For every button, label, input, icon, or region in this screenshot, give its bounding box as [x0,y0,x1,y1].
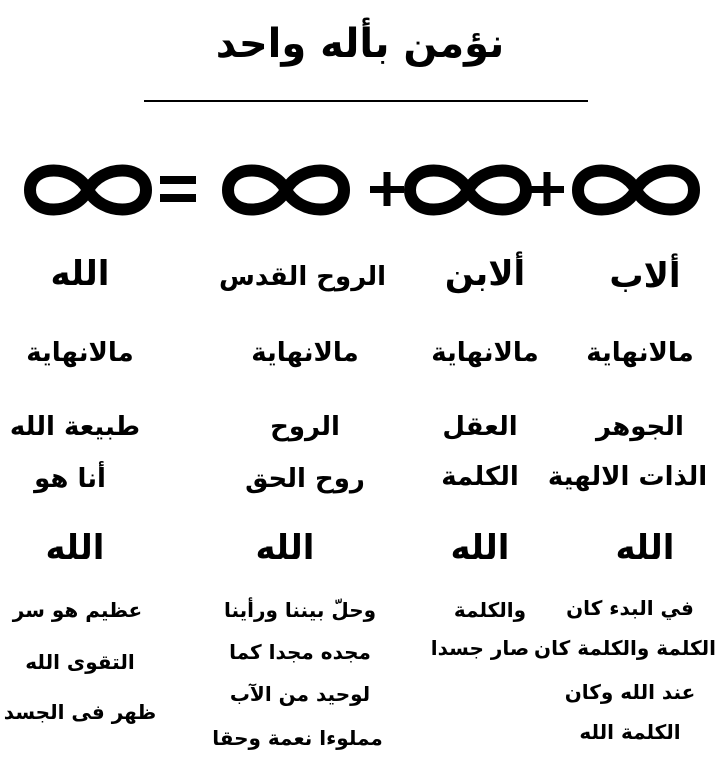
verse-god-line-2: التقوى الله [25,650,135,674]
god-god: الله [45,528,105,568]
title-underline [144,100,588,102]
infinity-text-spirit: مالانهاية [251,338,359,368]
identity-spirit: روح الحق [245,464,365,494]
verse-spirit-line-2: مجده مجدا كما [229,640,371,664]
header-father: ألاب [609,256,681,296]
infinity-icon-total [30,171,146,210]
verse-spirit-line-3: لوحيد من الآب [229,682,371,706]
plus-sign-1 [370,172,404,206]
verse-god-line-3: ظهر فى الجسد [3,700,157,724]
verse-spirit-line-1: وحلّ بيننا ورأينا [223,598,377,622]
god-spirit: الله [255,528,315,568]
infinity-icon-father [578,171,694,210]
infinity-icon-son [410,171,526,210]
header-god: الله [50,254,110,294]
god-father: الله [615,528,675,568]
verse-god-line-1: عظيم هو سر [12,598,143,622]
god-son: الله [450,528,510,568]
infinity-icon-spirit [228,171,344,210]
verse-son-line-2: صار جسدا [430,636,530,660]
infinity-text-god: مالانهاية [26,338,134,368]
essence-spirit: الروح [270,412,340,442]
identity-god: أنا هو [34,464,106,494]
infinity-text-son: مالانهاية [431,338,539,368]
verse-father-line-2: الكلمة والكلمة كان [534,636,716,660]
infinity-equation [0,150,720,230]
equals-sign [160,176,196,202]
plus-sign-2 [530,172,564,206]
essence-son: العقل [442,412,518,442]
verse-spirit-line-4: مملوءا نعمة وحقا [212,726,383,750]
page-title: نؤمن بأله واحد [215,21,505,67]
infinity-text-father: مالانهاية [586,338,694,368]
identity-son: الكلمة [441,462,519,492]
essence-father: الجوهر [596,412,684,442]
essence-god: طبيعة الله [9,412,141,442]
header-son: ألابن [444,254,526,294]
identity-father: الذات الالهية [547,462,708,492]
verse-father-line-3: عند الله وكان [564,680,696,704]
header-holy-spirit: الروح القدس [218,262,387,292]
verse-father-line-4: الكلمة الله [579,720,681,744]
verse-father-line-1: في البدء كان [566,596,694,620]
verse-son-line-1: والكلمة [453,598,527,622]
